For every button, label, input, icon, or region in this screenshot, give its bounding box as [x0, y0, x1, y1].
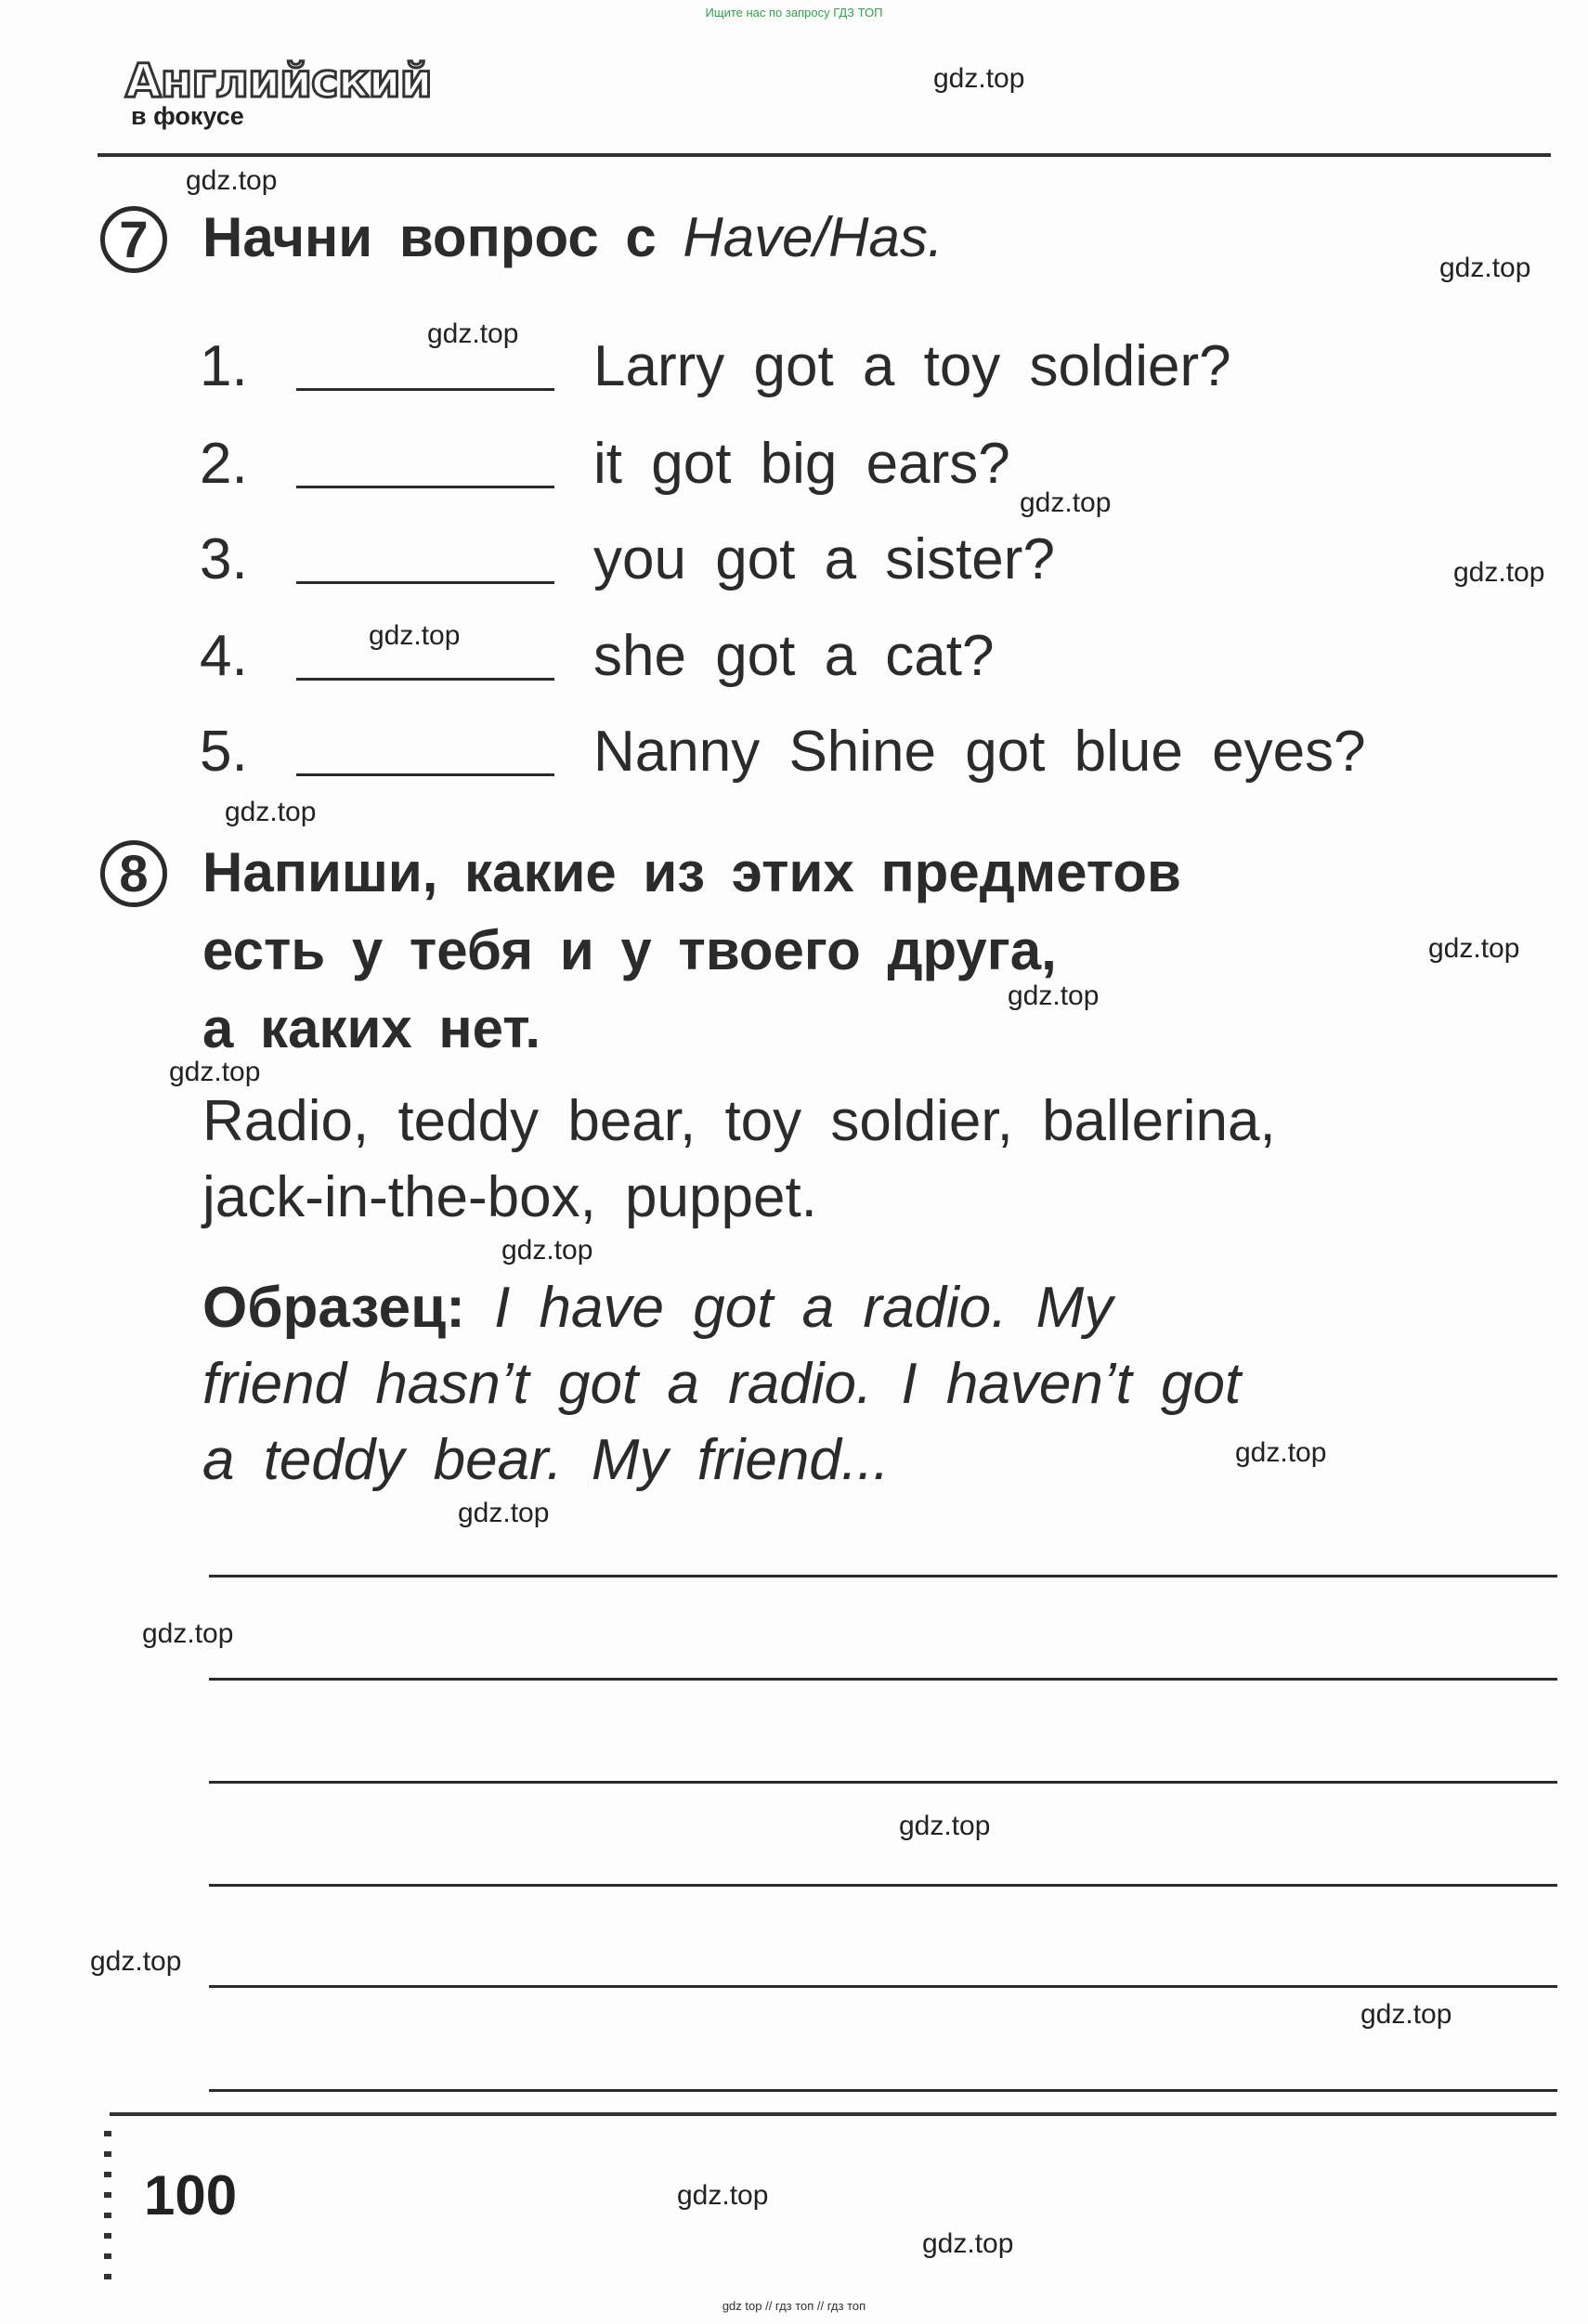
watermark: gdz.top: [458, 1498, 550, 1528]
answer-blank[interactable]: [296, 388, 554, 391]
writing-line[interactable]: [209, 1985, 1557, 1988]
watermark: gdz.top: [1008, 980, 1100, 1011]
watermark: gdz.top: [1360, 1999, 1452, 2030]
question-text: Larry got a toy soldier?: [593, 334, 1231, 398]
sample-line: friend hasn’t got a radio. I haven’t got: [202, 1352, 1242, 1416]
watermark: gdz.top: [933, 63, 1025, 94]
items-line: Radio, teddy bear, toy soldier, ballerina,: [202, 1089, 1276, 1153]
question-text: you got a sister?: [593, 527, 1055, 591]
watermark: gdz.top: [369, 620, 461, 651]
question-row: [200, 706, 1366, 798]
question-text: she got a cat?: [593, 624, 995, 688]
exercise-7-number: 7: [100, 206, 167, 273]
writing-line[interactable]: [209, 1678, 1557, 1681]
question-row: [200, 610, 995, 703]
writing-line[interactable]: [209, 1575, 1557, 1577]
watermark: gdz.top: [899, 1811, 991, 1841]
instruction-line: а каких нет.: [202, 997, 540, 1059]
writing-line[interactable]: [209, 1781, 1557, 1784]
watermark: gdz.top: [427, 318, 519, 349]
question-number: 3.: [200, 527, 248, 591]
answer-blank[interactable]: [296, 486, 554, 488]
sample-line: I have got a radio. My: [494, 1276, 1113, 1340]
page-number: 100: [144, 2164, 238, 2227]
instruction-line: Напиши, какие из этих предметов: [202, 841, 1181, 903]
watermark: gdz.top: [225, 797, 317, 827]
watermark: gdz.top: [1453, 557, 1545, 588]
writing-line[interactable]: [209, 2089, 1557, 2092]
question-text: it got big ears?: [593, 432, 1010, 496]
question-text: Nanny Shine got blue eyes?: [593, 720, 1366, 784]
watermark: gdz.top: [677, 2180, 769, 2211]
answer-blank[interactable]: [296, 678, 554, 681]
sample-label: Образец:: [202, 1276, 465, 1340]
footer-note: gdz top // гдз топ // гдз топ: [722, 2299, 866, 2313]
question-row: [200, 418, 1010, 511]
watermark: gdz.top: [169, 1057, 261, 1087]
question-row: [200, 320, 1231, 413]
items-line: jack-in-the-box, puppet.: [202, 1165, 817, 1229]
header-note: Ищите нас по запросу ГДЗ ТОП: [705, 6, 883, 19]
exercise-7-instruction-bold: Начни вопрос с: [202, 206, 657, 268]
answer-blank[interactable]: [296, 581, 554, 584]
book-logo: [125, 54, 432, 131]
answer-blank[interactable]: [296, 773, 554, 776]
watermark: gdz.top: [922, 2228, 1014, 2259]
footer-divider: [110, 2112, 1556, 2116]
watermark: gdz.top: [90, 1946, 182, 1977]
watermark: gdz.top: [501, 1235, 593, 1266]
exercise-7-instruction-italic: Have/Has.: [683, 206, 944, 268]
question-number: 1.: [200, 334, 248, 398]
instruction-line: есть у тебя и у твоего друга,: [202, 919, 1057, 981]
watermark: gdz.top: [1439, 253, 1531, 283]
watermark: gdz.top: [1428, 933, 1520, 964]
exercise-7-instruction: [202, 199, 944, 277]
sample-line: a teddy bear. My friend...: [202, 1428, 890, 1492]
logo-subtitle: в фокусе: [131, 102, 244, 130]
question-number: 4.: [200, 624, 248, 688]
question-number: 5.: [200, 720, 248, 784]
margin-dots: [104, 2131, 111, 2289]
exercise-8-instruction: [202, 834, 1181, 1068]
sample-block: [202, 1270, 1241, 1499]
watermark: gdz.top: [1235, 1437, 1327, 1468]
items-list: [202, 1084, 1276, 1236]
logo-title: Английский: [125, 54, 432, 108]
watermark: gdz.top: [142, 1618, 234, 1649]
header-divider: [98, 153, 1551, 157]
question-row: [200, 513, 1055, 606]
writing-line[interactable]: [209, 1884, 1557, 1887]
question-number: 2.: [200, 432, 248, 496]
watermark: gdz.top: [1020, 487, 1112, 518]
exercise-8-number: 8: [100, 840, 167, 907]
watermark: gdz.top: [186, 165, 278, 196]
